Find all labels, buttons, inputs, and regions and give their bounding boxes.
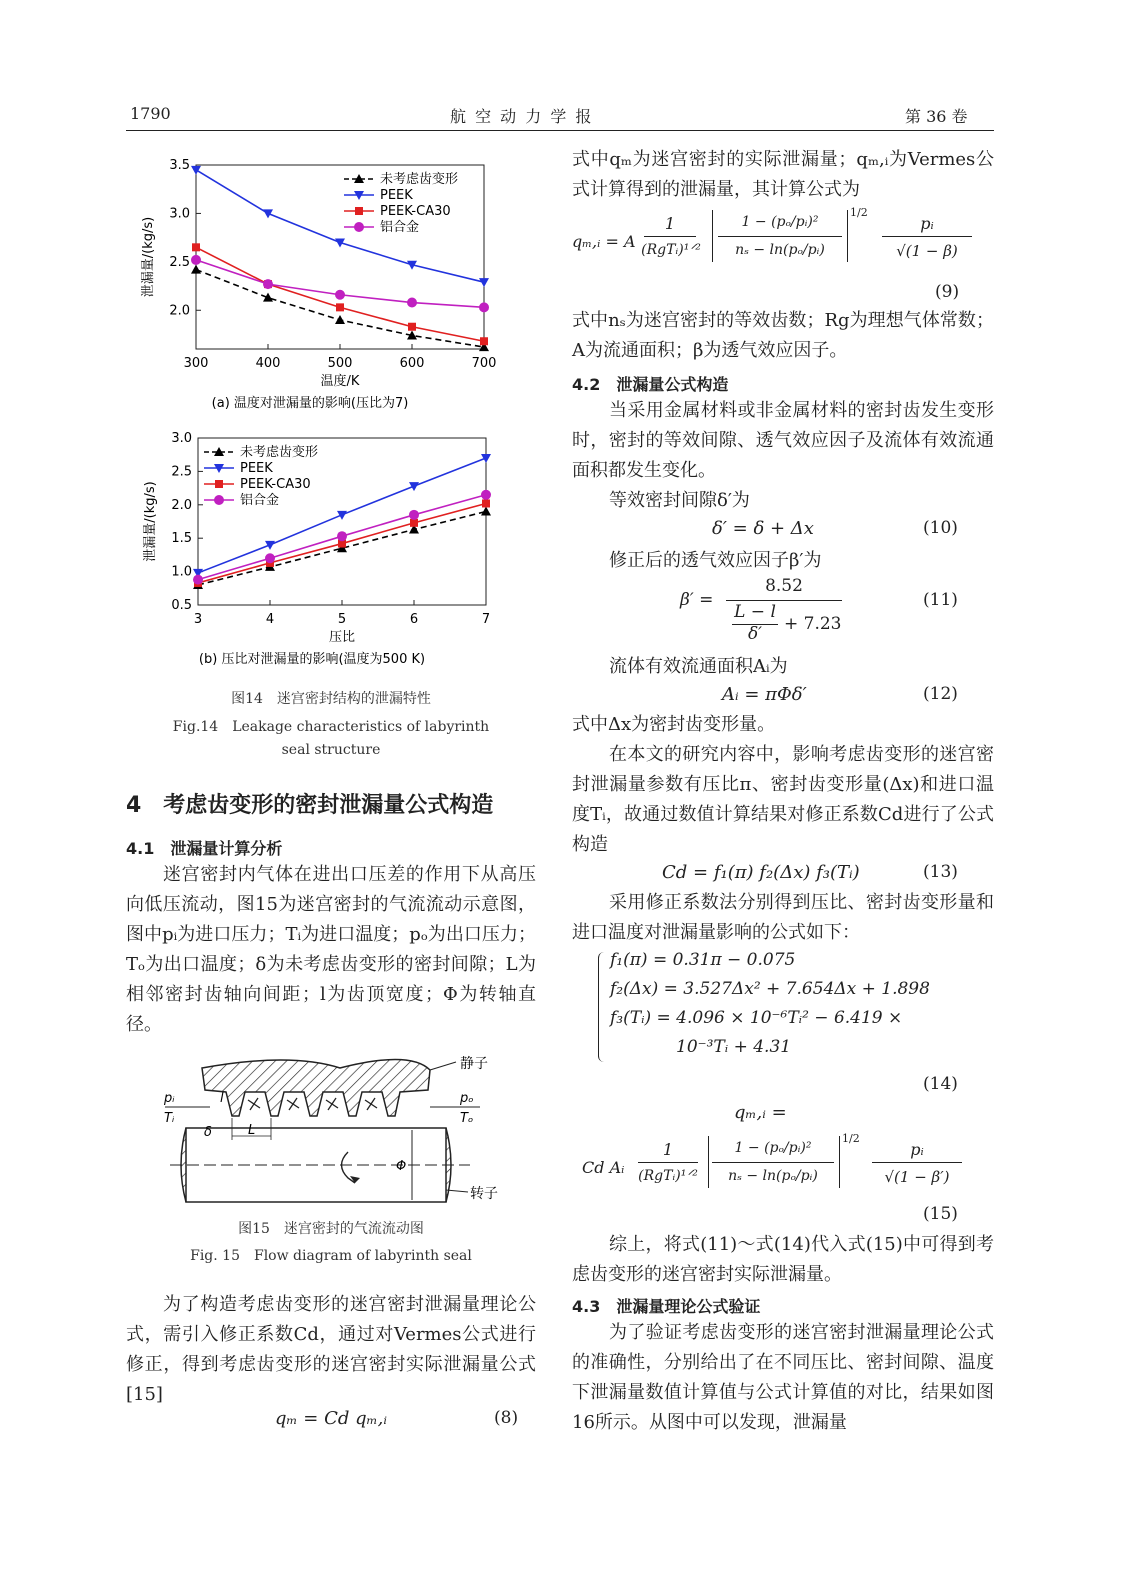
equation-12: Aᵢ = πΦδ′	[722, 684, 807, 705]
equation-10-number: (10)	[923, 518, 958, 538]
data-point	[410, 519, 418, 527]
legend-marker	[355, 207, 363, 215]
label-clearance: δ	[204, 1125, 212, 1140]
fig14-caption-en-2: seal structure	[281, 742, 381, 758]
fig14-caption-en-1: Fig.14 Leakage characteristics of labyrinth	[172, 719, 490, 735]
data-point	[191, 265, 201, 274]
eq15-den2: nₛ − ln(pₒ/pᵢ)	[728, 1168, 818, 1184]
subsection-4-3-title: 4.3 泄漏量理论公式验证	[572, 1297, 761, 1316]
series-line	[196, 260, 484, 307]
y-tick-label: 2.0	[171, 497, 192, 513]
label-to: Tₒ	[460, 1111, 474, 1126]
legend-marker	[354, 222, 364, 232]
eq15-lhs: Cd Aᵢ	[582, 1158, 625, 1177]
data-point	[191, 255, 201, 265]
paragraph-correction: 为了构造考虑齿变形的迷宫密封泄漏量理论公式，需引入修正系数Cd，通过对Vermes公式进行修正，得到考虑齿变形的迷宫密封实际泄漏量公式[15]	[126, 1294, 536, 1405]
label-pi: pᵢ	[164, 1091, 175, 1106]
legend-marker	[214, 495, 224, 505]
data-point	[263, 293, 273, 302]
equation-14	[598, 950, 938, 1070]
eq9-lhs: qₘ,ᵢ = A	[572, 232, 636, 251]
data-point	[482, 499, 490, 507]
legend-label: PEEK	[380, 188, 413, 203]
label-tooth-width: l	[220, 1091, 224, 1106]
subsection-4-1-title: 4.1 泄漏量计算分析	[126, 839, 283, 858]
equation-9-number: (9)	[935, 282, 960, 302]
y-axis-label: 泄漏量/(kg/s)	[143, 481, 158, 562]
paragraph-4-1: 迷宫密封内气体在进出口压差的作用下从高压向低压流动，图15为迷宫密封的气流流动示意图，图中pᵢ为进口压力；Tᵢ为进口温度；pₒ为出口压力；Tₒ为出口温度；δ为未考虑齿变形的密封间隙；L为相邻密封齿轴向间距；l为齿顶宽度；Φ为转轴直径。	[126, 864, 536, 1035]
eq15-num1: 1	[662, 1140, 674, 1159]
eq14-line-3: f₃(Tᵢ) = 4.096 × 10⁻⁶Tᵢ² − 6.419 ×	[610, 1008, 903, 1028]
data-point	[335, 315, 345, 324]
data-point	[192, 243, 200, 251]
equation-8: qₘ = Cd qₘ,ᵢ	[275, 1408, 388, 1429]
eq15-num2: 1 − (pₒ/pᵢ)²	[734, 1140, 812, 1156]
legend-label: 铝合金	[380, 220, 420, 235]
data-point	[407, 298, 417, 308]
data-point	[191, 166, 201, 175]
data-point	[408, 323, 416, 331]
eq9-den2: nₛ − ln(pₒ/pᵢ)	[735, 242, 825, 258]
equation-15-number: (15)	[923, 1204, 958, 1224]
data-point	[336, 303, 344, 311]
equation-12-number: (12)	[923, 684, 958, 704]
x-tick-label: 4	[265, 612, 275, 627]
x-tick-label: 700	[471, 356, 497, 371]
data-point	[479, 278, 489, 287]
subsection-4-2-title: 4.2 泄漏量公式构造	[572, 375, 729, 394]
eq9-num2: 1 − (pₒ/pᵢ)²	[741, 214, 819, 230]
data-point	[265, 541, 275, 550]
y-tick-label: 2.0	[169, 303, 190, 319]
data-point	[263, 209, 273, 218]
eq14-line-1: f₁(π) = 0.31π − 0.075	[610, 950, 796, 970]
y-tick-label: 1.0	[171, 564, 192, 580]
x-tick-label: 600	[399, 356, 425, 371]
data-point	[481, 506, 491, 515]
equation-9	[572, 206, 994, 277]
x-tick-label: 500	[327, 356, 353, 371]
x-tick-label: 3	[193, 612, 203, 627]
data-point	[409, 482, 419, 491]
fig15-caption-en: Fig. 15 Flow diagram of labyrinth seal	[190, 1248, 472, 1264]
volume-label: 第 36 卷	[905, 107, 968, 126]
label-stator: 静子	[460, 1056, 488, 1072]
legend-marker	[215, 480, 223, 488]
label-pitch: L	[248, 1123, 256, 1138]
chart-caption: (a) 温度对泄漏量的影响(压比为7)	[211, 396, 409, 411]
eq15-exponent: 1/2	[842, 1132, 860, 1145]
x-axis-label: 温度/K	[320, 374, 360, 389]
paragraph-qm: 式中qₘ为迷宫密封的实际泄漏量；qₘ,ᵢ为Vermes公式计算得到的泄漏量，其计算公式为	[572, 149, 994, 200]
labyrinth-seal-diagram	[150, 1050, 510, 1215]
paragraph-4-2: 当采用金属材料或非金属材料的密封齿发生变形时，密封的等效间隙、透气效应因子及流体有效流通面积都发生变化。	[572, 400, 994, 481]
text-equivalent-gap: 等效密封间隙δ′为	[609, 490, 750, 511]
equation-14-number: (14)	[923, 1074, 958, 1094]
section-4-title: 4 考虑齿变形的密封泄漏量公式构造	[126, 793, 494, 818]
text-beta: 修正后的透气效应因子β′为	[609, 550, 822, 571]
eq11-den-a: L − l	[734, 602, 776, 622]
label-rotor: 转子	[470, 1186, 498, 1202]
y-tick-label: 3.0	[169, 206, 190, 222]
eq9-exponent: 1/2	[850, 206, 868, 219]
legend-label: 未考虑齿变形	[380, 172, 459, 187]
page-number: 1790	[130, 104, 171, 123]
paragraph-summary: 综上，将式(11)～式(14)代入式(15)中可得到考虑齿变形的迷宫密封实际泄漏量。	[572, 1234, 994, 1285]
equation-8-number: (8)	[494, 1408, 519, 1428]
eq9-num1: 1	[664, 214, 676, 233]
data-point	[481, 490, 491, 500]
legend-label: PEEK-CA30	[240, 477, 311, 492]
equation-15	[582, 1132, 994, 1203]
equation-15-top: qₘ,ᵢ =	[734, 1102, 787, 1123]
eq9-den1: (RgTᵢ)¹ᐟ²	[641, 242, 701, 258]
data-point	[409, 510, 419, 520]
data-point	[335, 290, 345, 300]
x-tick-label: 400	[255, 356, 281, 371]
x-tick-label: 7	[481, 612, 491, 627]
eq9-den3: √(1 − β)	[896, 242, 958, 260]
journal-name: 航 空 动 力 学 报	[450, 107, 594, 126]
data-point	[265, 553, 275, 563]
paragraph-correction-method: 采用修正系数法分别得到压比、密封齿变形量和进口温度对泄漏量影响的公式如下：	[572, 892, 994, 943]
x-tick-label: 6	[409, 612, 419, 627]
y-tick-label: 0.5	[171, 598, 192, 613]
legend-label: 未考虑齿变形	[240, 445, 319, 460]
paragraph-symbols: 式中nₛ为迷宫密封的等效齿数；Rg为理想气体常数；A为流通面积；β为透气效应因子。	[572, 310, 994, 361]
eq11-den-b: δ′	[747, 624, 763, 644]
eq15-num3: pᵢ	[910, 1140, 924, 1159]
y-tick-label: 1.5	[171, 531, 192, 547]
label-po: pₒ	[460, 1091, 474, 1106]
eq15-den1: (RgTᵢ)¹ᐟ²	[638, 1168, 698, 1184]
equation-11-number: (11)	[923, 590, 958, 610]
eq11-den-c: + 7.23	[784, 614, 842, 634]
paragraph-4-3: 为了验证考虑齿变形的迷宫密封泄漏量理论公式的准确性，分别给出了在不同压比、密封间隙、温度下泄漏量数值计算值与公式计算值的对比，结果如图16所示。从图中可以发现，泄漏量	[572, 1322, 994, 1433]
x-axis-label: 压比	[328, 630, 356, 645]
eq14-line-2: f₂(Δx) = 3.527Δx² + 7.654Δx + 1.898	[610, 979, 930, 999]
paragraph-parameters: 在本文的研究内容中，影响考虑齿变形的迷宫密封泄漏量参数有压比π、密封齿变形量(Δx)和进口温度Tᵢ，故通过数值计算结果对修正系数Cd进行了公式构造	[572, 744, 994, 855]
label-diameter: Φ	[396, 1159, 407, 1174]
header-rule	[126, 130, 994, 131]
data-point	[193, 575, 203, 585]
legend-label: PEEK	[240, 461, 273, 476]
eq15-den3: √(1 − β′)	[884, 1168, 950, 1186]
x-tick-label: 5	[337, 612, 347, 627]
text-deformation: 式中Δx为密封齿变形量。	[572, 714, 776, 735]
y-tick-label: 2.5	[171, 464, 192, 480]
fig14-caption-cn: 图14 迷宫密封结构的泄漏特性	[231, 691, 431, 707]
chart-temperature	[126, 145, 536, 415]
stator-shape	[202, 1059, 430, 1116]
legend-label: PEEK-CA30	[380, 204, 451, 219]
chart-caption: (b) 压比对泄漏量的影响(温度为500 K)	[198, 652, 426, 667]
fig15-caption-cn: 图15 迷宫密封的气流流动图	[238, 1221, 424, 1237]
chart-pressure-ratio	[126, 425, 536, 675]
y-axis-label: 泄漏量/(kg/s)	[141, 216, 156, 298]
y-tick-label: 3.0	[171, 431, 192, 446]
equation-13: Cd = f₁(π) f₂(Δx) f₃(Tᵢ)	[662, 862, 860, 883]
data-point	[479, 302, 489, 312]
text-flow-area: 流体有效流通面积Aᵢ为	[609, 656, 788, 677]
equation-13-number: (13)	[923, 862, 958, 882]
data-point	[337, 511, 347, 520]
data-point	[481, 454, 491, 463]
data-point	[480, 337, 488, 345]
label-ti: Tᵢ	[164, 1111, 175, 1126]
legend-label: 铝合金	[240, 493, 280, 508]
eq9-num3: pᵢ	[920, 214, 934, 233]
x-tick-label: 300	[183, 356, 209, 371]
eq11-lhs: β′ =	[680, 590, 714, 610]
equation-11	[680, 576, 880, 648]
data-point	[337, 531, 347, 541]
eq14-line-4: 10⁻³Tᵢ + 4.31	[676, 1037, 792, 1057]
y-tick-label: 3.5	[169, 158, 190, 173]
data-point	[263, 279, 273, 289]
y-tick-label: 2.5	[169, 254, 190, 270]
equation-10: δ′ = δ + Δx	[712, 518, 814, 539]
eq11-numerator: 8.52	[765, 576, 803, 596]
